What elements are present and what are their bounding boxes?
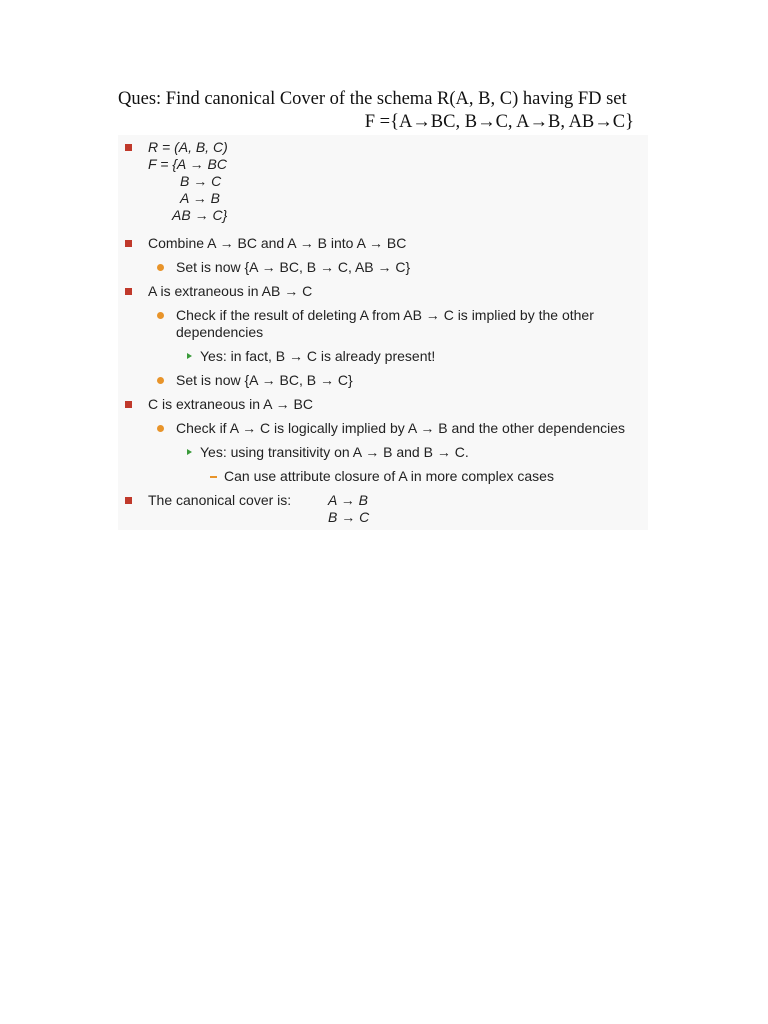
fd-set-line-4: AB → C} (172, 207, 228, 223)
extraneous-a-step: A is extraneous in AB → C (148, 283, 313, 299)
already-present-note: Yes: in fact, B → C is already present! (200, 348, 436, 364)
round-bullet-icon (157, 425, 164, 432)
square-bullet-icon (125, 144, 132, 151)
question-line-2: F ={A→BC, B→C, A→B, AB→C} (364, 112, 634, 132)
triangle-bullet-icon (187, 353, 192, 359)
question (118, 88, 638, 134)
canonical-cover-label: The canonical cover is: (148, 492, 292, 508)
dash-bullet-icon (210, 476, 217, 478)
extraneous-c-step: C is extraneous in A → BC (148, 396, 313, 412)
fd-set-line-3: A → B (180, 190, 220, 206)
canonical-fd-1: A → B (328, 492, 368, 508)
check-deleting-a: Check if the result of deleting A from AB → C is implied by the other (176, 307, 594, 323)
round-bullet-icon (157, 377, 164, 384)
fd-set-f: F = {A → BC (148, 156, 227, 172)
check-implied: Check if A → C is logically implied by A → B and the other dependencies (176, 420, 626, 436)
transitivity-note: Yes: using transitivity on A → B and B → C. (200, 444, 469, 460)
slide-image (118, 135, 648, 530)
schema-r: R = (A, B, C) (148, 139, 228, 155)
check-deleting-a-cont: dependencies (176, 324, 264, 340)
round-bullet-icon (157, 264, 164, 271)
square-bullet-icon (125, 497, 132, 504)
question-line-1: Ques: Find canonical Cover of the schema R(A, B, C) having FD set (118, 89, 627, 109)
combine-result: Set is now {A → BC, B → C, AB → C} (176, 259, 411, 275)
set-after-removing-a: Set is now {A → BC, B → C} (176, 372, 353, 388)
fd-set-line-2: B → C (180, 173, 222, 189)
combine-step: Combine A → BC and A → B into A → BC (148, 235, 407, 251)
canonical-fd-2: B → C (328, 509, 370, 525)
square-bullet-icon (125, 288, 132, 295)
square-bullet-icon (125, 401, 132, 408)
triangle-bullet-icon (187, 449, 192, 455)
round-bullet-icon (157, 312, 164, 319)
square-bullet-icon (125, 240, 132, 247)
attribute-closure-note: Can use attribute closure of A in more complex cases (224, 468, 554, 484)
